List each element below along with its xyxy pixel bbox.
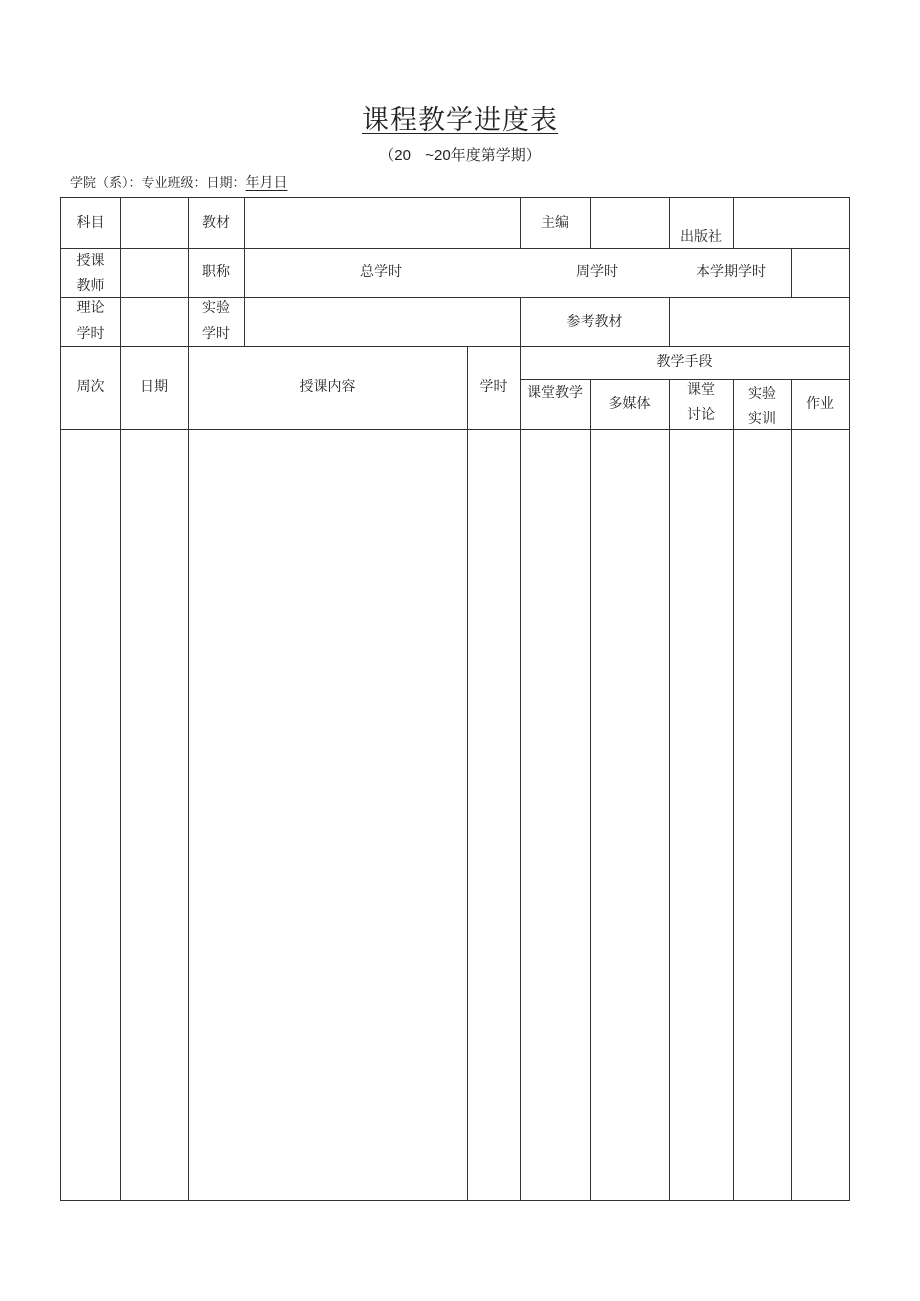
label-total-hours: 总学时 [360,264,402,280]
header-multimedia: 多媒体 [608,396,651,412]
label-textbook: 教材 [202,215,230,231]
label-semester-hours: 本学期学时 [696,264,766,280]
label-rank: 职称 [202,264,230,280]
header-homework: 作业 [806,396,834,412]
label-lab-2: 学时 [202,326,230,342]
label-theory-2: 学时 [76,326,105,342]
label-reference: 参考教材 [566,314,623,330]
label-lab-1: 实验 [202,300,230,316]
label-publisher: 出版社 [680,229,722,245]
header-discussion-2: 讨论 [687,407,715,423]
label-teacher-2: 教师 [76,278,105,294]
page-subtitle: （20 ~20年度第学期） [379,146,541,164]
header-lab-training-1: 实验 [748,386,776,402]
label-teacher-1: 授课 [76,253,105,269]
page-title: 课程教学进度表 [362,105,558,136]
header-week: 周次 [76,379,105,395]
header-content: 授课内容 [299,379,356,395]
header-date: 日期 [140,379,168,395]
label-theory-1: 理论 [76,300,105,316]
label-editor: 主编 [541,215,569,231]
label-weekly-hours: 周学时 [576,264,618,280]
header-classroom: 课堂教学 [527,385,583,401]
label-subject: 科目 [76,215,105,231]
date-field: 年月日 [245,175,288,191]
header-hours: 学时 [479,379,508,395]
schedule-table [60,197,850,1201]
header-discussion-1: 课堂 [687,382,715,398]
header-lab-training-2: 实训 [748,411,776,427]
header-methods: 教学手段 [656,354,713,370]
meta-line: 学院（系）：专业班级：日期：年月日 [70,175,288,191]
